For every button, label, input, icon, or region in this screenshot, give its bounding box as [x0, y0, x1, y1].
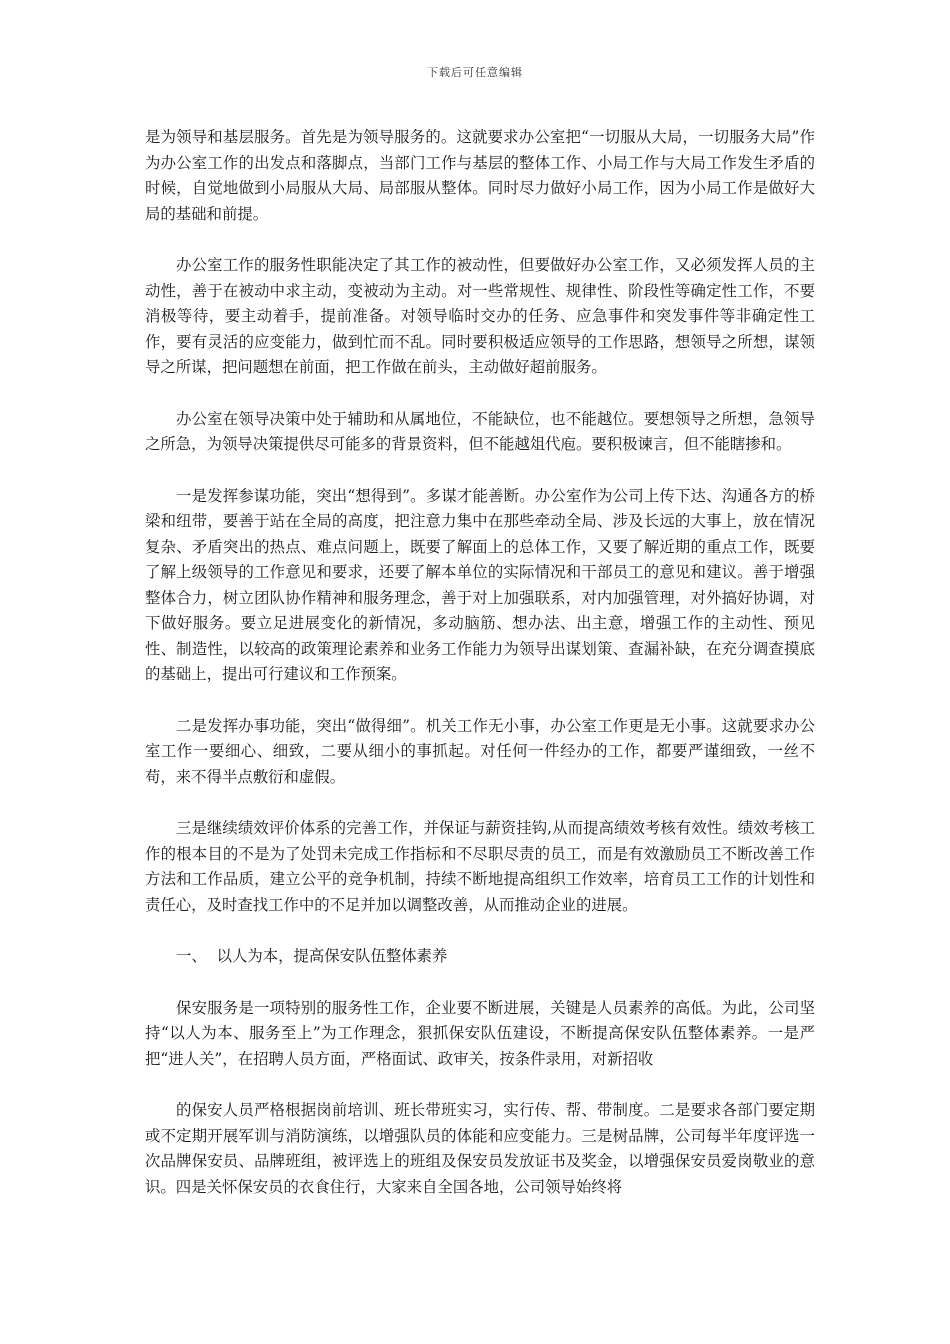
paragraph-5: 二是发挥办事功能，突出“做得细”。机关工作无小事，办公室工作更是无小事。这就要求办公室工作一要细心、细致，二要从细小的事抓起。对任何一件经办的工作，都要严谨细致，一丝不苟，来不得半点敷衍和虚假。	[145, 716, 815, 786]
paragraph-4: 一是发挥参谋功能，突出“想得到”。多谋才能善断。办公室作为公司上传下达、沟通各方的桥梁和纽带，要善于站在全局的高度，把注意力集中在那些牵动全局、涉及长远的大事上，放在情况复杂、矛盾突出的热点、难点问题上，既要了解面上的总体工作，又要了解近期的重点工作，既要了解上级领导的工作意见和要求，还要了解本单位的实际情况和干部员工的意见和建议。善于增强整体合力，树立团队协作精神和服务理念，善于对上加强联系，对内加强管理，对外搞好协调，对下做好服务。要立足进展变化的新情况，多动脑筋、想办法、出主意，增强工作的主动性、预见性、制造性，以较高的政策理论素养和业务工作能力为领导出谋划策、查漏补缺，在充分调查摸底的基础上，提出可行建议和工作预案。	[145, 486, 815, 683]
header-note: 下载后可任意编辑	[427, 66, 523, 79]
paragraph-1: 是为领导和基层服务。首先是为领导服务的。这就要求办公室把“一切服从大局，一切服务大局”作为办公室工作的出发点和落脚点，当部门工作与基层的整体工作、小局工作与大局工作发生矛盾的时候，自觉地做到小局服从大局、局部服从整体。同时尽力做好小局工作，因为小局工作是做好大局的基础和前提。	[145, 128, 815, 223]
paragraph-3: 办公室在领导决策中处于辅助和从属地位，不能缺位，也不能越位。要想领导之所想，急领导之所急，为领导决策提供尽可能多的背景资料，但不能越俎代庖。要积极谏言，但不能瞎掺和。	[145, 409, 815, 453]
paragraph-6: 三是继续绩效评价体系的完善工作，并保证与薪资挂钩,从而提高绩效考核有效性。绩效考核工作的根本目的不是为了处罚未完成工作指标和不尽职尽责的员工，而是有效激励员工不断改善工作方法和工作品质，建立公平的竞争机制，持续不断地提高组织工作效率，培育员工工作的计划性和责任心，及时查找工作中的不足并加以调整改善，从而推动企业的进展。	[145, 819, 815, 914]
paragraph-8: 的保安人员严格根据岗前培训、班长带班实习，实行传、帮、带制度。二是要求各部门要定期或不定期开展军训与消防演练，以增强队员的体能和应变能力。三是树品牌，公司每半年度评选一次品牌保安员、品牌班组，被评选上的班组及保安员发放证书及奖金，以增强保安员爱岗敬业的意识。四是关怀保安员的衣食住行，大家来自全国各地，公司领导始终将	[145, 1101, 815, 1196]
section-heading: 一、 以人为本，提高保安队伍整体素养	[176, 947, 448, 965]
paragraph-2: 办公室工作的服务性职能决定了其工作的被动性，但要做好办公室工作，又必须发挥人员的主动性，善于在被动中求主动，变被动为主动。对一些常规性、规律性、阶段性等确定性工作，不要消极等待，要主动着手，提前准备。对领导临时交办的任务、应急事件和突发事件等非确定性工作，要有灵活的应变能力，做到忙而不乱。同时要积极适应领导的工作思路，想领导之所想，谋领导之所谋，把问题想在前面，把工作做在前头，主动做好超前服务。	[145, 256, 815, 376]
paragraph-7: 保安服务是一项特别的服务性工作，企业要不断进展，关键是人员素养的高低。为此，公司坚持“以人为本、服务至上”为工作理念，狠抓保安队伍建设，不断提高保安队伍整体素养。一是严把“进人关”，在招聘人员方面，严格面试、政审关，按条件录用，对新招收	[145, 998, 815, 1068]
document-body	[145, 125, 815, 1226]
